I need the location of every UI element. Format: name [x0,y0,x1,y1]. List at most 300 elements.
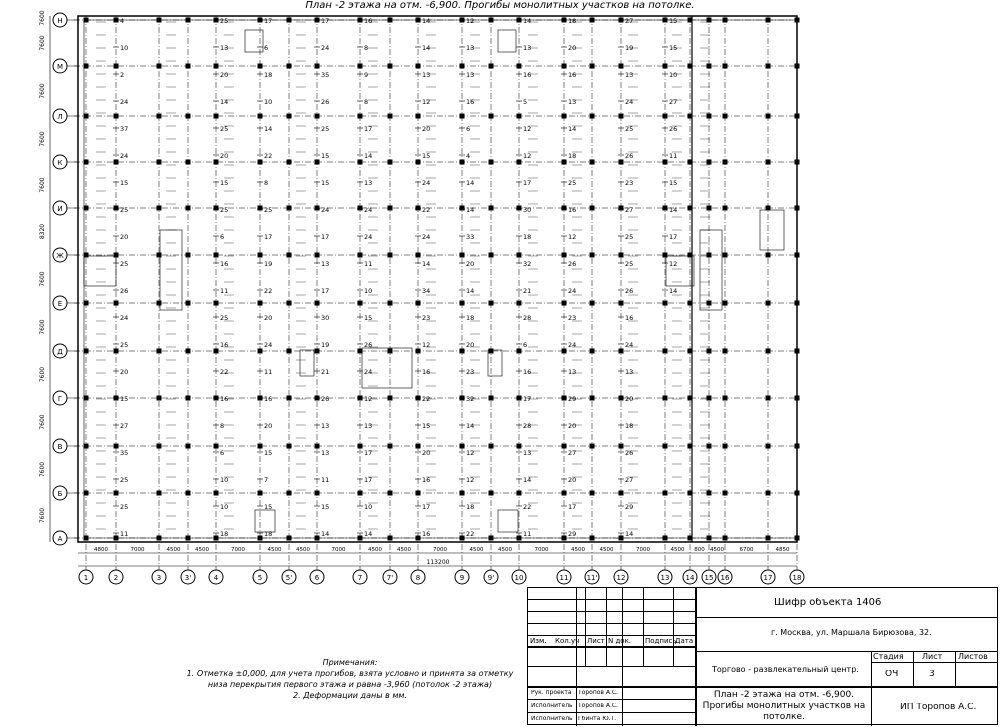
deflection-value: 22 [523,503,532,511]
deflection-value: 15 [364,314,373,322]
col-dim-text: 7000 [636,547,650,553]
col-dim-text: 7000 [331,547,346,553]
col-dim-text: 7000 [534,547,549,553]
deflection-value: 20 [466,260,475,268]
deflection-value: 17 [321,17,330,25]
row-dim-text: 7600 [39,319,46,335]
deflection-value: 6 [220,233,225,241]
col-dim-text: 4500 [670,547,685,553]
column [315,114,320,119]
sheets-label: Листов [958,653,988,661]
deflection-value: 11 [669,152,678,160]
column [562,253,567,258]
column [287,396,292,401]
deflection-value: 13 [568,98,577,106]
deflection-value: 25 [220,17,229,25]
deflection-value: 13 [625,368,634,376]
col-dim-text: 4500 [368,547,382,553]
company: ИП Торопов А.С. [900,703,977,712]
deflection-value: 26 [120,287,129,295]
col-axis-label: 3 [156,574,162,582]
note-3: 2. Деформации даны в мм. [293,691,407,700]
deflection-value: 23 [466,368,475,376]
column [114,206,119,211]
column [688,536,693,541]
col-dim-text: 4850 [775,547,790,553]
column [562,160,567,165]
column [723,491,728,496]
deflection-value: 22 [422,206,431,214]
column [315,444,320,449]
deflection-value: 21 [523,287,532,295]
deflection-value: 15 [669,179,678,187]
col-axis-label: 4 [213,574,219,582]
deflection-value: 20 [264,422,273,430]
deflection-value: 6 [220,449,225,457]
col-dim-text: 7000 [231,547,245,553]
column [707,64,712,69]
column [214,444,219,449]
deflection-value: 28 [523,314,532,322]
deflection-value: 22 [220,368,229,376]
deflection-value: 24 [321,44,330,52]
deflection-value: 20 [568,422,577,430]
row-dim-text: 7600 [39,177,46,193]
deflection-value: 4 [120,17,125,25]
deflection-value: 15 [321,152,330,160]
column [489,349,494,354]
column [460,253,465,258]
deflection-value: 12 [466,17,475,25]
deflection-value: 14 [422,44,431,52]
column [258,349,263,354]
deflection-value: 18 [264,71,273,79]
deflection-value: 11 [364,260,373,268]
col-axis-label: 12 [616,574,626,582]
stair-core [498,30,516,52]
col-kol: Кол.уч [555,638,580,645]
deflection-value: 20 [120,233,129,241]
deflection-value: 16 [220,341,229,349]
column [562,349,567,354]
column [590,301,595,306]
deflection-value: 22 [422,395,431,403]
deflection-value: 24 [264,341,273,349]
column [688,491,693,496]
column [795,444,800,449]
row-axis-label: Ж [56,252,64,260]
deflection-value: 20 [220,152,229,160]
column [688,206,693,211]
deflection-value: 15 [120,395,129,403]
column [388,491,393,496]
deflection-value: 27 [625,17,634,25]
column [287,114,292,119]
column [416,536,421,541]
deflection-value: 16 [523,71,532,79]
deflection-value: 24 [120,98,129,106]
deflection-value: 34 [422,287,431,295]
stair-core [84,256,116,286]
column [315,64,320,69]
column [287,160,292,165]
deflection-value: 16 [466,98,475,106]
deflection-value: 13 [364,422,373,430]
column [460,64,465,69]
column [795,206,800,211]
column [723,253,728,258]
col-axis-label: 5 [257,574,263,582]
column [157,301,162,306]
deflection-value: 14 [466,287,475,295]
deflection-value: 12 [466,449,475,457]
title-block [527,587,998,725]
column [157,444,162,449]
column [287,444,292,449]
column [186,349,191,354]
column [707,160,712,165]
column [517,206,522,211]
deflection-value: 10 [220,503,229,511]
column [214,253,219,258]
deflection-value: 15 [264,449,273,457]
column [766,444,771,449]
column [186,444,191,449]
column [114,301,119,306]
column [388,253,393,258]
deflection-value: 13 [568,368,577,376]
col-axis-label: 10 [514,574,524,582]
column [186,64,191,69]
column [214,64,219,69]
column [358,64,363,69]
role-2: Исполнитель [531,703,573,709]
column [766,64,771,69]
deflection-value: 18 [466,503,475,511]
row-axis-label: Д [57,348,63,356]
column [517,301,522,306]
column [258,444,263,449]
deflection-value: 24 [568,287,577,295]
column [489,64,494,69]
row-dim-text: 7600 [39,366,46,383]
deflection-value: 12 [364,395,373,403]
col-dim-text: 7000 [130,547,145,553]
note-2: низа перекрытия первого этажа и равна -3,960 (потолок -2 этажа) [207,680,493,689]
column [707,114,712,119]
deflection-value: 26 [625,287,634,295]
deflection-value: 14 [220,98,229,106]
deflection-value: 8 [364,98,369,106]
column [358,206,363,211]
column [707,396,712,401]
col-dim-text: 6700 [739,547,754,553]
column [358,444,363,449]
column [562,536,567,541]
column [707,18,712,23]
column [388,206,393,211]
deflection-value: 27 [625,476,634,484]
deflection-value: 22 [264,287,273,295]
column [766,536,771,541]
deflection-value: 14 [625,530,634,538]
deflection-value: 25 [220,125,229,133]
deflection-value: 15 [669,17,678,25]
col-axis-label: 11' [586,574,598,582]
row-dim-text: 8320 [39,223,46,240]
deflection-value: 23 [568,314,577,322]
column [84,396,89,401]
column [214,536,219,541]
deflection-value: 27 [625,206,634,214]
deflection-value: 29 [625,503,634,511]
deflection-value: 28 [523,422,532,430]
deflection-value: 21 [321,368,330,376]
stage-value: ОЧ [885,670,899,679]
row-axis-label: А [57,535,63,543]
deflection-value: 11 [220,287,229,295]
deflection-value: 15 [422,152,431,160]
row-dim-text: 7600 [39,271,46,287]
column [114,349,119,354]
deflection-value: 14 [568,125,577,133]
column [157,396,162,401]
deflection-value: 20 [568,44,577,52]
deflection-value: 12 [523,152,532,160]
deflection-value: 26 [568,260,577,268]
column [766,396,771,401]
column [358,253,363,258]
deflection-value: 13 [466,71,475,79]
column [663,536,668,541]
stair-core [300,350,314,376]
deflection-value: 35 [120,449,129,457]
deflection-value: 8 [220,422,225,430]
column [287,18,292,23]
column [388,396,393,401]
column [287,536,292,541]
column [562,114,567,119]
column [388,301,393,306]
row-axis-label: Б [57,490,63,498]
deflection-value: 29 [568,530,577,538]
column [84,160,89,165]
deflection-value: 20 [120,368,129,376]
column [416,206,421,211]
column [358,114,363,119]
notes-title: Примечания: [322,658,378,667]
deflection-value: 15 [264,503,273,511]
column [460,160,465,165]
column [766,491,771,496]
column [489,18,494,23]
deflection-value: 18 [568,152,577,160]
column [258,114,263,119]
deflection-value: 26 [669,125,678,133]
column [416,491,421,496]
col-dim-text: 4500 [710,547,724,553]
column [388,536,393,541]
column [795,301,800,306]
row-dim-text: 7600 [39,507,46,524]
column [157,349,162,354]
column [766,253,771,258]
column [590,64,595,69]
column [590,206,595,211]
col-axis-label: 2 [113,574,119,582]
column [619,206,624,211]
name-1: Торопов А.С. [578,690,618,696]
deflection-value: 16 [422,368,431,376]
column [517,114,522,119]
column [157,253,162,258]
column [315,160,320,165]
column [517,444,522,449]
col-dim-text: 4500 [498,547,512,553]
role-3: Исполнитель [531,716,573,722]
column [186,396,191,401]
deflection-value: 24 [625,341,634,349]
deflection-value: 30 [321,314,330,322]
column [489,491,494,496]
deflection-value: 10 [364,287,373,295]
stage-label: Стадия [873,653,904,661]
column [315,301,320,306]
deflection-value: 13 [321,422,330,430]
column [517,64,522,69]
row-axis-label: Е [57,300,63,308]
deflection-value: 17 [568,503,577,511]
column [84,349,89,354]
deflection-value: 13 [422,71,431,79]
deflection-value: 13 [523,449,532,457]
deflection-value: 35 [321,71,330,79]
name-3: Гбинта Ю.Т. [578,716,617,722]
deflection-value: 24 [422,179,431,187]
deflection-value: 17 [264,17,273,25]
column [84,114,89,119]
column [590,253,595,258]
column [416,349,421,354]
row-axis-label: Н [57,17,63,25]
column [707,301,712,306]
deflection-value: 11 [264,368,273,376]
deflection-value: 25 [625,125,634,133]
column [388,18,393,23]
row-dim-text: 7600 [39,10,46,26]
column [663,253,668,258]
column [795,114,800,119]
column [590,114,595,119]
column [795,64,800,69]
name-2: Торопов А.С. [578,703,618,709]
deflection-value: 24 [568,341,577,349]
stair-core [255,510,275,532]
row-axis-label: Л [57,113,63,121]
column [707,349,712,354]
total-dim-text: 113200 [426,559,450,566]
deflection-value: 2 [120,71,125,79]
column [114,491,119,496]
column [590,18,595,23]
col-izm: Изм. [530,638,547,645]
note-1: 1. Отметка ±0,000, для учета прогибов, взята условно и принята за отметку [186,669,514,678]
col-axis-label: 5' [285,574,293,582]
column [114,160,119,165]
col-list: Лист [587,638,605,645]
deflection-value: 16 [568,206,577,214]
deflection-value: 17 [523,179,532,187]
col-data: Дата [675,638,694,645]
deflection-value: 16 [220,395,229,403]
deflection-value: 20 [220,71,229,79]
deflection-value: 16 [264,395,273,403]
deflection-value: 23 [625,179,634,187]
column [723,114,728,119]
sheet-value: 3 [929,670,935,679]
stair-core [160,230,182,310]
col-ndoc: N док. [608,638,632,645]
column [766,160,771,165]
column [258,536,263,541]
column [460,206,465,211]
row-axis-label: И [57,205,63,213]
column [562,444,567,449]
deflection-value: 16 [625,314,634,322]
deflection-value: 12 [422,98,431,106]
deflection-value: 18 [466,314,475,322]
column [416,253,421,258]
deflection-value: 16 [364,17,373,25]
column [358,160,363,165]
column [186,536,191,541]
deflection-value: 10 [264,98,273,106]
column [157,18,162,23]
deflection-value: 20 [466,341,475,349]
deflection-value: 12 [568,233,577,241]
deflection-value: 14 [669,206,678,214]
deflection-value: 10 [364,503,373,511]
column [315,536,320,541]
column [258,206,263,211]
column [707,206,712,211]
deflection-value: 17 [523,395,532,403]
column [388,444,393,449]
deflection-value: 30 [523,206,532,214]
column [688,18,693,23]
deflection-value: 25 [264,206,273,214]
deflection-value: 14 [669,287,678,295]
sheet-label: Лист [922,653,943,661]
col-axis-label: 16 [720,574,730,582]
column [619,536,624,541]
column [795,536,800,541]
col-axis-label: 1 [83,574,89,582]
deflection-value: 24 [625,98,634,106]
deflection-value: 13 [321,260,330,268]
deflection-value: 24 [364,233,373,241]
deflection-value: 26 [321,395,330,403]
deflection-value: 22 [264,152,273,160]
deflection-value: 14 [422,17,431,25]
deflection-value: 17 [669,233,678,241]
column [214,114,219,119]
column [663,396,668,401]
deflection-value: 25 [120,503,129,511]
col-dim-text: 4500 [397,547,411,553]
deflection-value: 6 [523,341,528,349]
deflection-value: 9 [364,71,369,79]
